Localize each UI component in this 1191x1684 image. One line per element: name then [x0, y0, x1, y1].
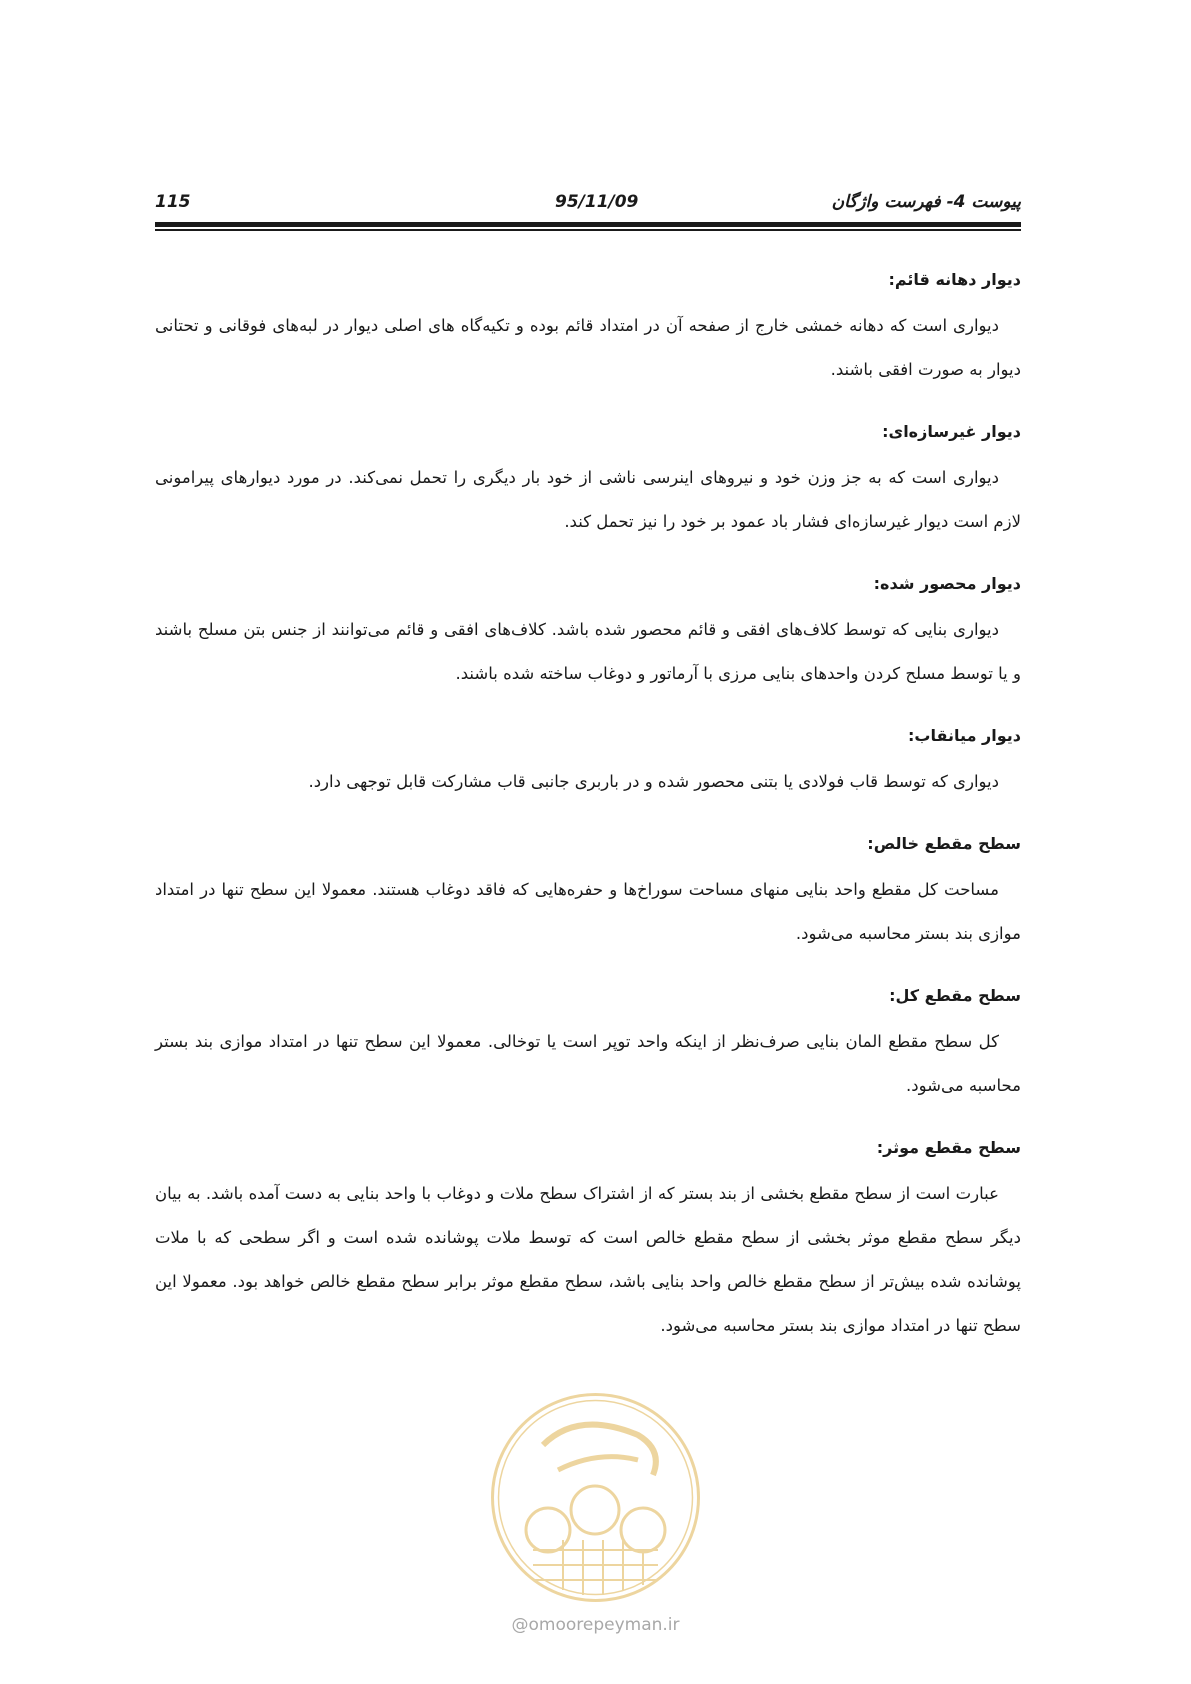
glossary-term: دیوار دهانه قائم:	[888, 270, 1021, 289]
page-number: 115	[155, 192, 191, 212]
glossary-entry	[155, 826, 1021, 956]
glossary-term: سطح مقطع خالص:	[867, 834, 1021, 853]
watermark-logo	[488, 1390, 703, 1605]
glossary-definition: مساحت کل مقطع واحد بنایی منهای مساحت سوراخ‌ها و حفره‌هایی که فاقد دوغاب هستند. معمولا این سطح تنها در امتداد موازی بند بستر محاسبه می‌شود.	[155, 880, 1021, 943]
glossary-content	[155, 262, 1021, 1370]
glossary-definition: دیواری بنایی که توسط کلاف‌های افقی و قائم محصور شده باشد. کلاف‌های افقی و قائم می‌توانند از جنس بتن مسلح باشند و یا توسط مسلح کردن واحدهای بنایی مرزی با آرماتور و دوغاب ساخته شده باشند.	[155, 620, 1021, 683]
glossary-definition: کل سطح مقطع المان بنایی صرف‌نظر از اینکه واحد توپر است یا توخالی. معمولا این سطح تنها در امتداد موازی بند بستر محاسبه می‌شود.	[155, 1032, 1021, 1095]
glossary-term: دیوار میانقاب:	[908, 726, 1021, 745]
glossary-definition: دیواری است که دهانه خمشی خارج از صفحه آن در امتداد قائم بوده و تکیه‌گاه های اصلی دیوار در لبه‌های فوقانی و تحتانی دیوار به صورت افقی باشند.	[155, 316, 1021, 379]
glossary-entry	[155, 262, 1021, 392]
glossary-entry	[155, 978, 1021, 1108]
glossary-term: دیوار محصور شده:	[873, 574, 1021, 593]
watermark-url: @omoorepeyman.ir	[511, 1615, 680, 1635]
glossary-term: سطح مقطع موثر:	[876, 1138, 1021, 1157]
glossary-entry	[155, 1130, 1021, 1348]
glossary-entry	[155, 414, 1021, 544]
glossary-term: دیوار غیرسازه‌ای:	[882, 422, 1021, 441]
header-date: 95/11/09	[555, 192, 639, 212]
glossary-entry	[155, 718, 1021, 804]
glossary-entry	[155, 566, 1021, 696]
header-rule-thin	[155, 229, 1021, 231]
section-title: پیوست 4- فهرست واژگان	[831, 192, 1021, 212]
glossary-definition: دیواری که توسط قاب فولادی یا بتنی محصور شده و در باربری جانبی قاب مشارکت قابل توجهی دارد.	[308, 772, 999, 791]
glossary-term: سطح مقطع کل:	[889, 986, 1021, 1005]
header-rule-thick	[155, 222, 1021, 227]
glossary-definition: دیواری است که به جز وزن خود و نیروهای اینرسی ناشی از خود بار دیگری را تحمل نمی‌کند. در مورد دیوارهای پیرامونی لازم است دیوار غیرسازه‌ای فشار باد عمود بر خود را نیز تحمل کند.	[155, 468, 1021, 531]
page-header	[155, 192, 1021, 218]
glossary-definition: عبارت است از سطح مقطع بخشی از بند بستر که از اشتراک سطح ملات و دوغاب با واحد بنایی به دست آمده باشد. به بیان دیگر سطح مقطع موثر بخشی از سطح مقطع خالص است که توسط ملات پوشانده شده است و اگر سطحی که با ملات پوشانده شده بیش‌تر از سطح مقطع خالص واحد بنایی باشد، سطح مقطع موثر برابر سطح مقطع خالص خواهد بود. معمولا این سطح تنها در امتداد موازی بند بستر محاسبه می‌شود.	[155, 1184, 1021, 1335]
